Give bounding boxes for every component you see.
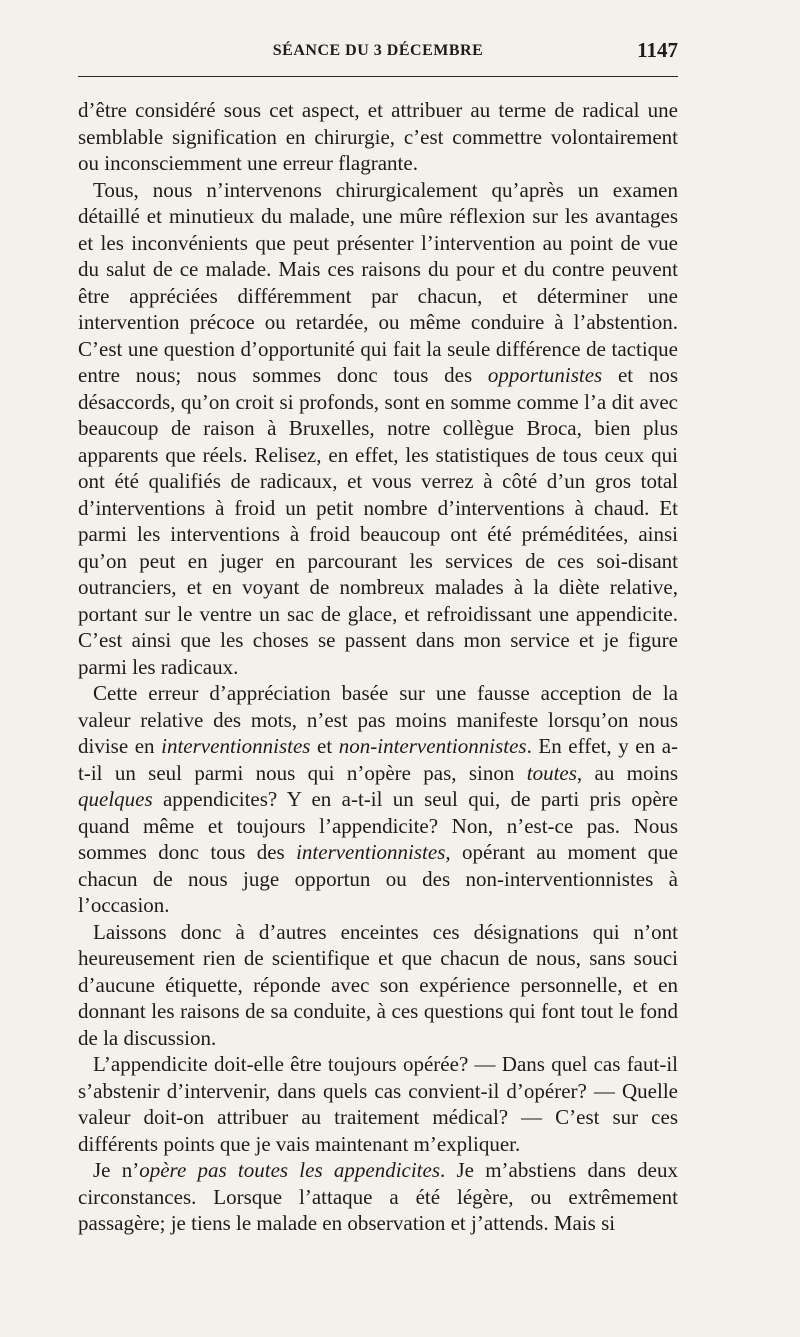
italic-text: opère pas toutes les appendicites	[139, 1158, 441, 1182]
paragraph	[78, 1051, 678, 1157]
paragraph	[78, 97, 678, 177]
running-title: SÉANCE DU 3 DÉCEMBRE	[272, 42, 484, 59]
text-run: Laissons donc à d’autres enceintes ces désignations qui n’ont heureusement rien de scientifique et que chacun de nous, sans souci d’aucune étiquette, réponde avec son expérience personnelle, et en donnant les raisons de sa conduite, à ces questions qui font tout le fond de la discussion.	[78, 919, 678, 1050]
text-run: , opérant au moment que chacun de nous juge opportun ou des non-interventionnistes à l’occasion.	[78, 840, 678, 917]
text-run: L’appendicite doit-elle être toujours opérée? — Dans quel cas faut-il s’abstenir d’intervenir, dans quels cas convient-il d’opérer? — Quelle valeur doit-on attribuer au traitement médical? — C’est sur ces différents points que je vais maintenant m’expliquer.	[78, 1052, 678, 1156]
text-run: et nos désaccords, qu’on croit si profonds, sont en somme comme l’a dit avec beaucoup de raison à Bruxelles, notre collègue Broca, bien plus apparents que réels. Relisez, en effet, les statistiques de tous ceux qui ont été qualifiés de radicaux, et vous verrez à côté d’un gros total d’interventions à froid un petit nombre d’interventions à chaud. Et parmi les interventions à froid beaucoup ont été préméditées, ainsi qu’on peut en juger en parcourant les services de ces soi-disant outranciers, et en voyant de nombreux malades à la diète relative, portant sur le ventre un sac de glace, et refroidissant une appendicite. C’est ainsi que les choses se passent dans mon service et je figure parmi les radicaux.	[78, 363, 678, 679]
paragraph	[78, 177, 678, 681]
paragraph	[78, 680, 678, 919]
text-run: Cette erreur d’appréciation basée sur une fausse acception de la valeur relative des mots, n’est pas moins manifeste lorsqu’on nous divise en	[78, 681, 678, 758]
text-run: Je n’	[93, 1158, 140, 1182]
italic-text: toutes	[526, 760, 577, 785]
body-text	[78, 97, 678, 1237]
italic-text: quelques	[78, 787, 153, 811]
text-run: . En effet, y en a-t-il un seul parmi nous qui n’opère pas, sinon	[78, 734, 679, 785]
text-run: . Je m’abstiens dans deux circonstances. Lorsque l’attaque a été légère, ou extrêmement passagère; je tiens le malade en observation et j’attends. Mais si	[78, 1158, 678, 1235]
page-header	[78, 34, 678, 78]
italic-text: non-interventionnistes	[338, 734, 527, 758]
text-run: Tous, nous n’intervenons chirurgicalement qu’après un examen détaillé et minutieux du malade, une mûre réflexion sur les avantages et les inconvénients que peut présenter l’intervention au point de vue du salut de ce malade. Mais ces raisons du pour et du contre peuvent être appréciées différemment par chacun, et déterminer une intervention précoce ou retardée, ou même conduire à l’abstention. C’est une question d’opportunité qui fait la seule différence de tactique entre nous; nous sommes donc tous des	[78, 177, 678, 387]
text-run: et	[310, 734, 339, 758]
italic-text: interventionnistes	[161, 734, 311, 758]
italic-text: opportunistes	[487, 363, 603, 387]
italic-text: interventionnistes	[296, 840, 446, 864]
text-run: , au moins	[576, 760, 678, 785]
text-run: d’être considéré sous cet aspect, et attribuer au terme de radical une semblable signification en chirurgie, c’est commettre volontairement ou inconsciemment une erreur flagrante.	[78, 98, 678, 175]
paragraph	[78, 919, 678, 1052]
header-rule	[78, 76, 678, 77]
text-run: appendicites? Y en a-t-il un seul qui, de parti pris opère quand même et toujours l’appendicite? Non, n’est-ce pas. Nous sommes donc tous des	[78, 787, 678, 864]
page-number: 1147	[637, 38, 678, 62]
paragraph	[78, 1157, 678, 1237]
